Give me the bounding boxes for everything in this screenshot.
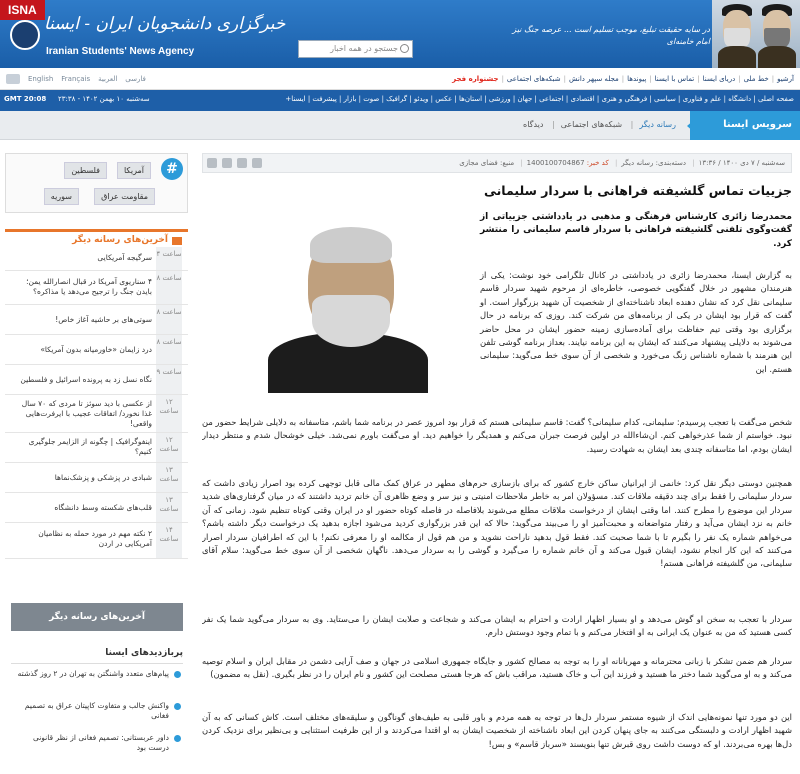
crumb-other-media[interactable]: رسانه دیگر	[639, 120, 676, 129]
item-time: ۱۲ ساعت	[156, 395, 182, 432]
gmt-clock: GMT 20:08	[4, 95, 47, 103]
service-bar	[0, 111, 800, 140]
most-visited-item[interactable]	[11, 669, 183, 679]
quote-text: در سایه حقیقت تبلیغ، موجب تسلیم است ... عرصه جنگ نیز	[512, 25, 710, 34]
tag-syria[interactable]: سوریه	[44, 188, 79, 205]
latest-title: آخرین‌های رسانه دیگر	[72, 235, 168, 245]
leaders-image	[712, 0, 800, 68]
nav-social[interactable]: شبکه‌های اجتماعی	[506, 75, 561, 83]
more-latest-button[interactable]: آخرین‌های رسانه دیگر	[11, 603, 183, 631]
paragraph-2: همچنین دوستی دیگر نقل کرد: خانمی از ایرانیان ساکن خارج کشور که برای بازسازی حرم‌های مطهر در عراق کمک مالی قابل توجهی کرده بود اصرار زیادی داشت که سردار سلیمانی را فقط برای چند دقیقه ملاقات کند. مسؤولان امر به خاطر ملاحظات امنیتی و نیز سر و وضع ظاهری آن خانم تردید داشتند که در میان گرفتاری‌های شدید سردار این موضوع را مطرح کنند. اما وقتی ایشان از درخواست ملاقات مطلع می‌شوند بلافاصله در فاصله کوتاه حضور او در ایران وقتی کوتاه تنظیم شود. زمانی که آن خانم به نزد ایشان می‌آید و رفتار متواضعانه و محبت‌آمیز او را می‌بیند می‌گوید: حالا که این قدر بزرگواری کردید می‌شود اجازه بدهید یک درخواست دیگر داشته باشم؟ می‌خواهم شماره یک نفر را بگیرم تا با شما صحبت کند. فقط قول بدهید ناراحت نشوید و من هم قول از مکالمه او را معرفی نکنم! با این که اطرافیان سردار اصرار می‌کنند که این کار انجام نشود، ایشان قبول می‌کند و آن خانم شماره را می‌گیرد و گوشی را به سردار می‌دهد. ناگهان شخصی از آن سوی خط می‌گوید: سلام آقای سلیمانی، من گلشیفته فراهانی هستم!	[202, 478, 792, 569]
nav-khat-melli[interactable]: خط ملی	[743, 75, 769, 83]
language-switcher	[0, 68, 146, 90]
meta-code-label: کد خبر:	[586, 159, 609, 167]
brand-title-en[interactable]: Iranian Students' News Agency	[46, 46, 195, 57]
leader-robe-1	[718, 46, 756, 68]
most-visited-item[interactable]	[11, 733, 183, 753]
item-time: ۸ ساعت	[156, 271, 182, 304]
service-label[interactable]: سرویس ایسنا	[690, 111, 800, 140]
crumb-opinion[interactable]: دیدگاه	[523, 120, 544, 129]
service-arrow-icon	[687, 120, 694, 132]
item-time: ۱۴ ساعت	[156, 523, 182, 558]
isna-tag[interactable]: ISNA	[0, 0, 45, 20]
paragraph-3: سردار با تعجب به سخن او گوش می‌دهد و او بسیار اظهار ارادت و احترام به ایشان می‌کند و شجاعت و صلابت ایشان را می‌ستاید. وی به سردار می‌گوید شما یک نفر کسی هستید که من به عنوان یک ایرانی به او افتخار می‌کنم و با تمام وجود دوستش دارم.	[202, 614, 792, 638]
nav-links[interactable]: پیوندها	[627, 75, 647, 83]
most-visited-title: پربازدیدهای ایسنا	[11, 648, 183, 664]
item-text[interactable]: درد زایمان «خاورمیانه بدون آمریکا»	[40, 345, 152, 354]
brand-title-fa[interactable]: خبرگزاری دانشجویان ایران - ایسنا	[44, 14, 286, 34]
meta-source: منبع: فضای مجازی	[459, 159, 515, 167]
item-time: ۱۳ ساعت	[156, 463, 182, 492]
top-nav-links: آرشیو | خط ملی | دریای ایسنا | تماس با ایسنا | پیوندها | مجله سپهر دانش | شبکه‌های اجتماعی | جشنواره فجر	[452, 75, 794, 83]
item-time: ۹ ساعت	[156, 365, 182, 394]
item-text[interactable]: سوتی‌های بر حاشیه آغاز خاص!	[55, 315, 152, 324]
article-meta: سه‌شنبه / ۷ دی ۱۴۰۰ / ۱۳:۳۶| دسته‌بندی: رسانه دیگر| کد خبر: 1400100704867| منبع: فضای مجازی	[202, 153, 792, 173]
list-item[interactable]	[5, 395, 188, 433]
meta-date: سه‌شنبه / ۷ دی ۱۴۰۰ / ۱۳:۳۶	[698, 159, 785, 167]
article-tools	[207, 158, 262, 168]
paragraph-1: به گزارش ایسنا، محمدرضا زائری در یادداشتی در کانال تلگرامی خود نوشت: یکی از هنرمندان مشهور در خلال گفتگویی خصوصی، خاطره‌ای از مرحوم شهید سردار قاسم سلیمانی نقل کرد که نشان دهنده ابعاد ناشناخته‌ای از شخصیت آن شهید بزرگوار است. او گفت که قرار بود ایشان در یکی از برنامه‌های من شرکت کند. روزی که برنامه در حال برگزاری بود وقتی تیم حفاظت برای آماده‌سازی زمینه حضور ایشان در محل حاضر می‌شوند به دلایلی پیشنهاد می‌کنند که ایشان به این برنامه نیایند. بعداز برنامه گوشی تلفن این هنرمند با شماره ناشناس زنگ می‌خورد و شخصی از آن سوی خط می‌گوید: سلیمانی هستم. این	[480, 270, 792, 374]
bookmark-icon[interactable]	[237, 158, 247, 168]
item-text[interactable]: ۲ نکته مهم در مورد حمله به نظامیان آمریکایی در اردن	[38, 529, 152, 548]
item-time: ۸ ساعت	[156, 335, 182, 364]
item-text[interactable]: ۴ سناریوی آمریکا در قبال انصارالله یمن؛ بایدن جنگ را ترجیح می‌دهد یا مذاکره؟	[26, 277, 152, 296]
lang-arabic[interactable]: العربية	[98, 75, 118, 83]
list-item[interactable]	[5, 523, 188, 559]
search-input[interactable]	[298, 40, 413, 58]
photo-hair-shape	[310, 227, 392, 263]
paragraph-5: این دو مورد تنها نمونه‌هایی اندک از شیوه مستمر سردار دل‌ها در توجه به همه مردم و باور قلبی به طیف‌های گوناگون و سلیقه‌های مختلف است. کاش کسانی که به آن شهید اظهار ارادت و دلبستگی می‌کنند به جای پنهان کردن این ابعاد ناشناخته از شخصیت ایشان به او اقتدا می‌کردند و از این ظرفیت استثنایی و بی‌نظیر برای نزدیک کردن دل‌ها بهره می‌بردند. او که دوست داشت روی قبرش تنها بنویسند «سرباز قاسم» و بس!	[202, 712, 792, 749]
bullet-icon	[174, 671, 181, 678]
list-item[interactable]	[5, 247, 188, 271]
top-nav	[0, 68, 800, 90]
crumb-social[interactable]: شبکه‌های اجتماعی	[560, 120, 623, 129]
list-item[interactable]	[5, 493, 188, 523]
article	[202, 153, 792, 774]
print-icon[interactable]	[207, 158, 217, 168]
item-text[interactable]: شبادی در پزشکی و پزشک‌نماها	[54, 473, 152, 482]
list-item[interactable]	[5, 463, 188, 493]
search-icon[interactable]	[400, 44, 409, 53]
photo-beard-shape	[312, 295, 390, 347]
main-nav-links[interactable]: صفحه اصلی | دانشگاه | علم و فناوری | سیاسی | فرهنگی و هنری | اقتصادی | اجتماعی | جهان | ورزشی | استان‌ها | عکس | ویدئو | گرافیک | صوت | بازار | پیشرفت | ایسنا+	[285, 95, 794, 103]
nav-archive[interactable]: آرشیو	[777, 75, 794, 83]
item-text[interactable]: قلب‌های شکسته وسط دانشگاه	[54, 503, 152, 512]
most-visited-text[interactable]: پیام‌های متعدد واشنگتن به تهران در ۲ روز گذشته	[17, 669, 169, 678]
article-lead: محمدرضا زائری کارشناس فرهنگی و مذهبی در یادداشتی جزییاتی از گفت‌وگوی تلفنی گلشیفته فراهانی با سردار قاسم سلیمانی را منتشر کرد.	[480, 212, 792, 249]
nav-magazine[interactable]: مجله سپهر دانش	[568, 75, 619, 83]
paragraph-1b: شخص می‌گفت با تعجب پرسیدم: سلیمانی، کدام سلیمانی؟ گفت: قاسم سلیمانی هستم که قرار بود امروز عصر در برنامه شما باشم، متاسفانه به دلایلی شرایط حضور من نبود. خواستم از شما عذرخواهی کنم. ان‌شاءالله در اولین فرصت جبران می‌کنم و همدیگر را خواهیم دید. او می‌گفت باورم نمی‌شد. خیلی خوشحال شدم و منتظر دیدار ایشان بودم، اما متاسفانه چندی بعد ایشان به شهادت رسید.	[202, 417, 792, 454]
item-text[interactable]: از عکسی با دید سوئز تا مردی که ۷۰ سال غذا نخورد/ اتفاقات عجیب با ایرفرت‌هایی واقعی!	[21, 399, 152, 428]
list-item[interactable]	[5, 365, 188, 395]
item-time: ۸ ساعت	[156, 305, 182, 334]
current-date: سه‌شنبه ۱۰ بهمن ۱۴۰۲ - ۲۳:۳۸	[58, 95, 150, 103]
isna-logo-icon[interactable]	[10, 20, 40, 50]
list-item[interactable]	[5, 305, 188, 335]
leader-robe-2	[758, 46, 796, 68]
breadcrumb: رسانه دیگر| شبکه‌های اجتماعی| دیدگاه	[523, 120, 676, 129]
list-item[interactable]	[5, 271, 188, 305]
lang-english[interactable]: English	[28, 75, 54, 83]
tag-palestine[interactable]: فلسطین	[64, 162, 107, 179]
tag-america[interactable]: آمریکا	[117, 162, 151, 179]
nav-contact[interactable]: تماس با ایسنا	[654, 75, 695, 83]
item-text[interactable]: اینفوگرافیک | چگونه از الزایمر جلوگیری کنیم؟	[28, 437, 152, 456]
article-title: جزییات تماس گلشیفته فراهانی با سردار سلیمانی	[483, 183, 792, 198]
main-nav	[0, 90, 800, 111]
bullet-icon	[174, 703, 181, 710]
quote-author: امام خامنه‌ای	[666, 37, 710, 46]
bullet-icon	[174, 735, 181, 742]
item-time: ۱۲ ساعت	[156, 433, 182, 462]
sidebar	[5, 153, 188, 774]
item-time: ۴ ساعت	[156, 247, 182, 270]
latest-header	[5, 229, 188, 247]
search-placeholder: جستجو در همه اخبار	[330, 44, 398, 53]
item-time: ۱۳ ساعت	[156, 493, 182, 522]
rss-icon[interactable]	[6, 74, 20, 84]
header-quote	[470, 24, 710, 48]
lang-farsi[interactable]: فارسی	[125, 75, 146, 83]
most-visited-text[interactable]: داور عربستانی: تصمیم فغانی از نظر قانونی درست بود	[32, 733, 169, 752]
list-item[interactable]	[5, 335, 188, 365]
meta-service: دسته‌بندی: رسانه دیگر	[621, 159, 687, 167]
nav-fajr-festival[interactable]: جشنواره فجر	[452, 75, 499, 83]
paragraph-4: سردار هم ضمن تشکر با زبانی محترمانه و مهربانانه او را به توجه به مصالح کشور و جایگاه جمهوری اسلامی در جهان و صف آرایی دشمن در مقابل ایران و اسلام توصیه می‌کند و به او می‌گوید شما دختر ما هستید و فرزند این آب و خاک هستید، مراقب باش که هرجا هستی مصلحت این کشور و نام ایران را در نظر بگیری. (نقل به مضمون)	[202, 656, 792, 680]
share-icon[interactable]	[222, 158, 232, 168]
font-size-icon[interactable]	[252, 158, 262, 168]
site-header	[0, 0, 800, 68]
hashtag-icon: #	[161, 158, 183, 180]
lang-french[interactable]: Français	[61, 75, 91, 83]
tag-iraq-resistance[interactable]: مقاومت عراق	[94, 188, 155, 205]
item-text[interactable]: سرگیجه آمریکایی	[97, 253, 152, 262]
most-visited-text[interactable]: واکنش جالب و متفاوت کاپیتان عراق به تصمیم فغانی	[24, 701, 169, 720]
item-text[interactable]: نگاه نسل زد به پرونده اسرائیل و فلسطین	[20, 375, 152, 384]
tag-panel	[5, 153, 188, 213]
list-item[interactable]	[5, 433, 188, 463]
nav-darya[interactable]: دریای ایسنا	[702, 75, 736, 83]
meta-code: 1400100704867	[526, 159, 585, 167]
article-photo	[202, 213, 472, 393]
most-visited-item[interactable]	[11, 701, 183, 721]
folder-icon	[172, 237, 182, 245]
